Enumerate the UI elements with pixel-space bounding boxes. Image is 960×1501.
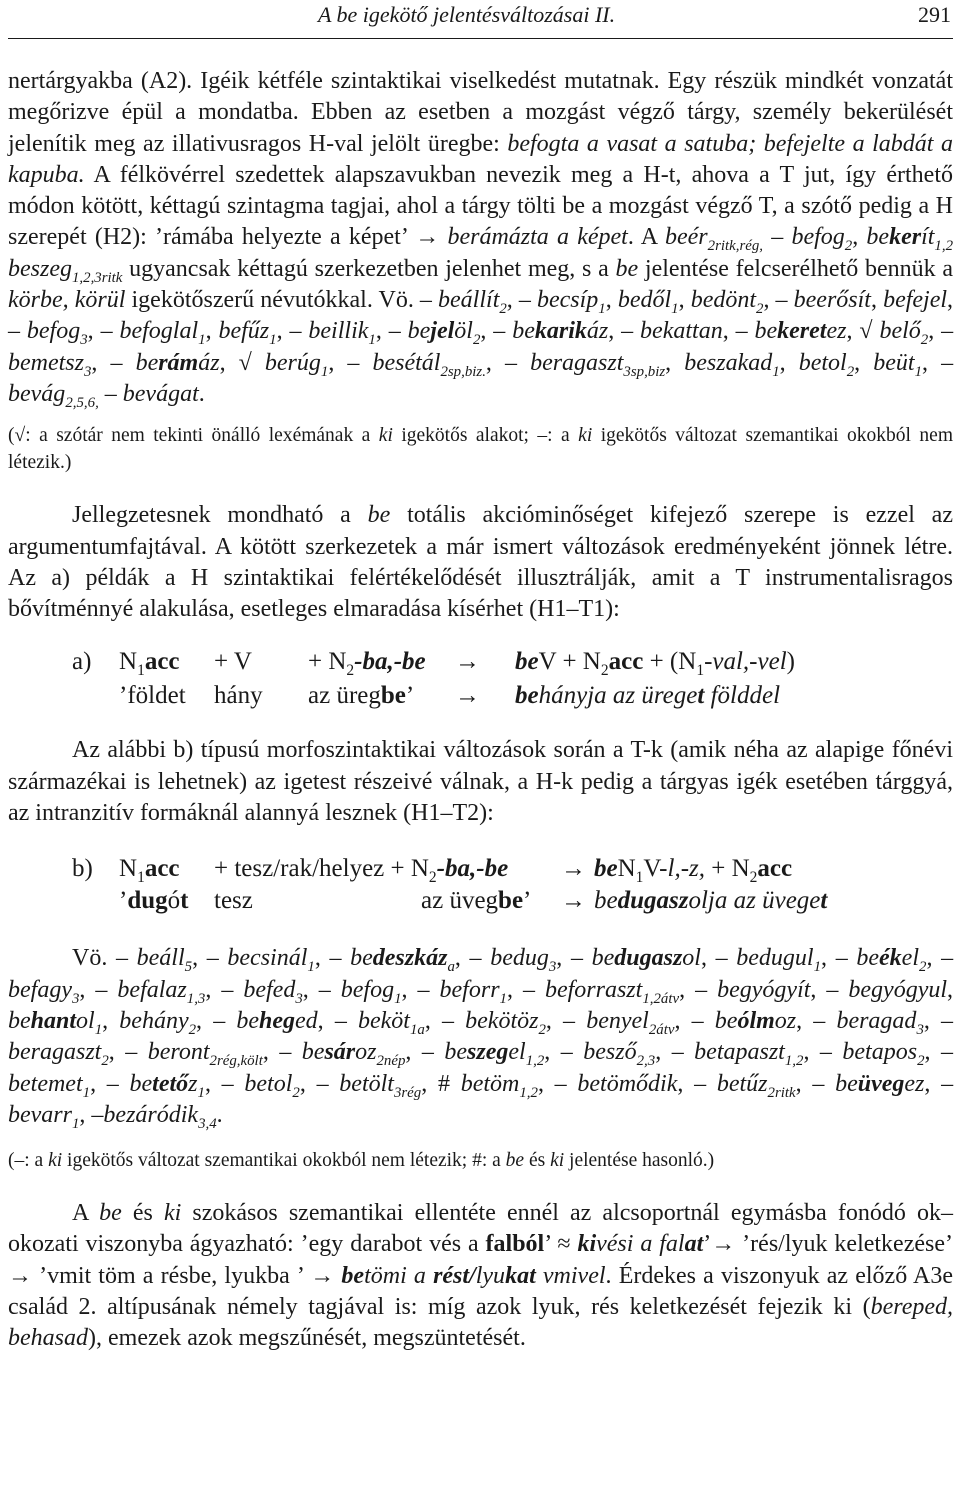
- example-b: [8, 853, 953, 919]
- paragraph-4: Vö. – beáll$_5$, – becsinál$_1$, – bedeszkáz$_a$, – bedug$_3$, – bedugaszol, – bedugul$_1$, – beékel$_2$, – befagy$_3$, – befalaz$_{1,3}$, – befed$_3$, – befog$_1$, – beforr$_1$, – beforraszt$_{1,2átv}$, – begyógyít, – begyógyul, behantol$_1$, behány$_2$, – beheged, – beköt$_{1a}$, – bekötöz$_2$, – benyel$_{2átv}$, – beólmoz, – beragad$_3$, – beragaszt$_2$, – beront$_{2rég,költ}$, – besároz$_{2nép}$, – beszegel$_{1,2}$, – besző$_{2,3}$, – betapaszt$_{1,2}$, – betapos$_2$, – betemet$_1$, – betetőz$_1$, – betol$_2$, – betölt$_{3rég}$, # betöm$_{1,2}$, – betömődik, – betűz$_{2ritk}$, – beüvegez, – bevarr$_1$, –bezáródik$_{3,4}$.: [8, 945, 954, 1132]
- example-a: [8, 645, 953, 715]
- document-page: [8, 0, 953, 1355]
- paragraph-1: nertárgyakba (A2). Igéik kétféle szintaktikai viselkedést mutatnak. Egy részük mindkét vonzatát megőrizve épül a mondatba. Ebben az esetben a mozgást végző tárgy, személy bekerülését jelenítik meg az illativusragos H-val jelölt üregbe: befogta a vasat a satuba; befejelte a labdát a kapuba. A félkövérrel szedettek alapszavukban nevezik meg a H-t, ahova a T jut, így érthető módon kötött, kéttagú szintagma tagjai, ahol a tárgy tölti be a mozgást végző T, a szótő pedig a H szerepét (H2): ’rámába helyezte a képet’ → berámázta a képet. A beér$_{2ritk,rég,}$ – befog$_2$, bekerít$_{1,2}$ beszeg$_{1,2,3ritk}$ ugyancsak kéttagú szerkezetben jelenhet meg, s a be jelentése felcserélhető bennük a körbe, körül igekötőszerű névutókkal. Vö. – beállít$_2$, – becsíp$_1$, bedől$_1$, bedönt$_2$, – beerősít, befejel, – befog$_3$, – befoglal$_1$, befűz$_1$, – beillik$_1$, – bejelöl$_2$, – bekarikáz, – bekattan, – bekeretez, √ belő$_2$, – bemetsz$_3$, – berámáz, √ berúg$_1$, – besétál$_{2sp,biz.}$, – beragaszt$_{3sp,biz}$, beszakad$_1$, betol$_2$, beüt$_1$, – bevág$_{2,5,6,}$ – bevágat.: [8, 68, 954, 411]
- page-number: 291: [918, 2, 951, 27]
- paragraph-5: A be és ki szokásos szemantikai ellentéte ennél az alcsoportnál egymásba fonódó ok–okozati viszonyba ágyazható: ’egy darabot vés a falból’ ≈ kivési a falat’→ ’rés/lyuk keletkezése’ → ’vmit töm a résbe, lyukba ’ → betömi a rést/lyukat vmivel. Érdekes a viszonyuk az előző A3e család 2. altípusának némely tagjával is: míg azok lyuk, rés keletkezését fejezik ki (bereped, behasad), emezek azok megszűnését, megszüntetését.: [8, 1200, 954, 1352]
- example-b-label: b): [72, 855, 93, 883]
- footnote-2: (–: a ki igekötős változat szemantikai okokból nem létezik; #: a be és ki jelentése hasonló.): [8, 1150, 715, 1172]
- example-a-label: a): [72, 648, 92, 676]
- footnote-1: (√: a szótár nem tekinti önálló lexémának a ki igekötős alakot; –: a ki igekötős változat szemantikai okokból nem létezik.): [8, 425, 953, 474]
- example-a-formula: a) $N_1acc$ + V + $N_2-ba,-be$ → beV + $N_2acc + (N_1-val,-vel)$: [8, 645, 953, 679]
- paragraph-3: Az alábbi b) típusú morfoszintaktikai változások során a T-k (amik néha az alapige főnévi származékai is lehetnek) az igetest részeivé válnak, a H-k pedig a tárgyas igék esetében tárggyá, az intranzitív formáknál alannyá lesznek (H1–T2):: [8, 737, 953, 827]
- paragraph-2: Jellegzetesnek mondható a be totális akcióminőséget kifejező szerepe is ezzel az argumentumfajtával. A kötött szerkezetek a már ismert változások eredményeként jönnek létre. Az a) példák a H szintaktikai felértékelődését illusztrálják, amit a T instrumentalisragos bővítménnyé alakulása, esetleges elmaradása kísérhet (H1–T1):: [8, 502, 953, 623]
- running-header: [8, 0, 953, 39]
- header-title: A be igekötő jelentésváltozásai II.: [318, 2, 616, 27]
- example-b-formula: b) $N_1acc$ + tesz/rak/helyez + $N_2-ba,-be$ → beN$_1$V-l,-z, + $N_2acc$: [72, 855, 793, 887]
- example-a-gloss: ’földet hány az üregbe’ → behányja az üreget földdel: [119, 682, 781, 710]
- example-b-gloss: ’dugót tesz az üvegbe’ → bedugaszolja az üveget: [119, 887, 828, 915]
